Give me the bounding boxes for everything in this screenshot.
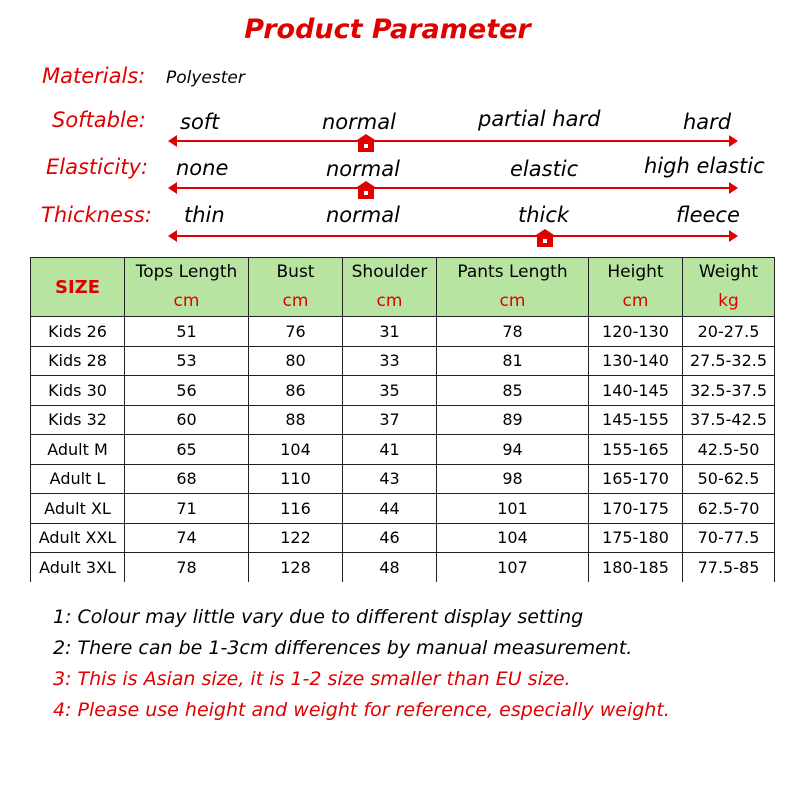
table-cell: 71 xyxy=(125,494,249,524)
column-header-unit: cm xyxy=(499,291,526,311)
table-cell: 33 xyxy=(343,346,437,376)
elasticity-label: Elasticity: xyxy=(46,155,149,179)
table-cell: 44 xyxy=(343,494,437,524)
table-cell-size: Adult M xyxy=(31,435,125,465)
column-header-unit: cm xyxy=(622,291,649,311)
table-cell-size: Kids 30 xyxy=(31,376,125,406)
table-cell: 68 xyxy=(125,464,249,494)
column-header-unit: cm xyxy=(173,291,200,311)
elasticity-option-elastic: elastic xyxy=(510,157,579,181)
table-cell: 180-185 xyxy=(589,553,683,582)
elasticity-option-none: none xyxy=(176,156,229,180)
table-cell: 175-180 xyxy=(589,523,683,553)
table-cell: 35 xyxy=(343,376,437,406)
table-cell: 43 xyxy=(343,464,437,494)
table-cell: 140-145 xyxy=(589,376,683,406)
table-row xyxy=(31,435,775,465)
thickness-option-thin: thin xyxy=(184,203,225,227)
table-cell-size: Kids 28 xyxy=(31,346,125,376)
table-row xyxy=(31,317,775,347)
table-cell: 65 xyxy=(125,435,249,465)
column-header-weight xyxy=(683,258,775,317)
table-cell: 85 xyxy=(437,376,589,406)
table-cell: 89 xyxy=(437,405,589,435)
table-cell-size: Adult L xyxy=(31,464,125,494)
thickness-option-thick: thick xyxy=(518,203,570,227)
column-header-unit: cm xyxy=(282,291,309,311)
table-cell: 101 xyxy=(437,494,589,524)
table-cell: 107 xyxy=(437,553,589,582)
table-cell: 77.5-85 xyxy=(683,553,775,582)
column-header-bust xyxy=(249,258,343,317)
column-header-label: Pants Length xyxy=(457,262,568,282)
table-cell: 32.5-37.5 xyxy=(683,376,775,406)
column-header-size xyxy=(31,258,125,317)
thickness-option-fleece: fleece xyxy=(676,203,740,227)
table-cell: 50-62.5 xyxy=(683,464,775,494)
table-cell: 94 xyxy=(437,435,589,465)
elasticity-option-high-elastic: high elastic xyxy=(644,154,765,178)
table-cell: 60 xyxy=(125,405,249,435)
thickness-option-normal: normal xyxy=(326,203,400,227)
table-row xyxy=(31,346,775,376)
table-cell: 62.5-70 xyxy=(683,494,775,524)
column-header-label: Height xyxy=(607,262,664,282)
table-row xyxy=(31,464,775,494)
table-row xyxy=(31,523,775,553)
table-row xyxy=(31,494,775,524)
materials-label: Materials: xyxy=(42,64,146,88)
table-cell: 70-77.5 xyxy=(683,523,775,553)
elasticity-scale-line xyxy=(170,187,736,189)
table-cell: 51 xyxy=(125,317,249,347)
table-cell: 122 xyxy=(249,523,343,553)
table-row xyxy=(31,553,775,582)
page-title: Product Parameter xyxy=(244,14,531,45)
softable-marker-icon xyxy=(354,141,378,155)
table-cell: 78 xyxy=(437,317,589,347)
table-cell: 37 xyxy=(343,405,437,435)
note-item: 1: Colour may little vary due to different display setting xyxy=(53,606,584,628)
softable-option-hard: hard xyxy=(683,110,732,134)
table-cell: 31 xyxy=(343,317,437,347)
softable-option-normal: normal xyxy=(322,110,396,134)
column-header-label: Weight xyxy=(698,262,759,282)
column-header-label: SIZE xyxy=(54,276,100,298)
materials-value: Polyester xyxy=(166,68,245,88)
table-cell: 98 xyxy=(437,464,589,494)
softable-option-soft: soft xyxy=(180,110,220,134)
table-cell: 110 xyxy=(249,464,343,494)
table-row xyxy=(31,376,775,406)
table-cell: 88 xyxy=(249,405,343,435)
elasticity-option-normal: normal xyxy=(326,157,400,181)
table-cell-size: Adult XXL xyxy=(31,523,125,553)
thickness-label: Thickness: xyxy=(41,203,152,227)
table-cell: 130-140 xyxy=(589,346,683,376)
softable-label: Softable: xyxy=(52,108,146,132)
thickness-scale-line xyxy=(170,235,736,237)
column-header-label: Bust xyxy=(276,262,315,282)
column-header-shoulder xyxy=(343,258,437,317)
table-cell: 116 xyxy=(249,494,343,524)
table-header-row xyxy=(31,258,775,317)
column-header-unit: cm xyxy=(376,291,403,311)
column-header-unit: kg xyxy=(718,291,739,311)
column-header-height xyxy=(589,258,683,317)
table-cell: 56 xyxy=(125,376,249,406)
column-header-tops-length xyxy=(125,258,249,317)
note-item: 2: There can be 1-3cm differences by manual measurement. xyxy=(53,637,633,659)
table-cell: 155-165 xyxy=(589,435,683,465)
table-cell: 145-155 xyxy=(589,405,683,435)
table-cell: 120-130 xyxy=(589,317,683,347)
table-cell: 104 xyxy=(437,523,589,553)
table-cell-size: Kids 26 xyxy=(31,317,125,347)
notes-list xyxy=(53,602,670,726)
table-cell: 80 xyxy=(249,346,343,376)
table-cell: 104 xyxy=(249,435,343,465)
table-cell: 53 xyxy=(125,346,249,376)
elasticity-marker-icon xyxy=(354,188,378,202)
table-cell: 128 xyxy=(249,553,343,582)
table-cell: 86 xyxy=(249,376,343,406)
table-cell-size: Adult 3XL xyxy=(31,553,125,582)
column-header-pants-length xyxy=(437,258,589,317)
thickness-marker-icon xyxy=(533,236,557,250)
softable-scale-line xyxy=(170,140,736,142)
table-cell-size: Kids 32 xyxy=(31,405,125,435)
size-chart-table xyxy=(30,257,775,582)
softable-option-partial-hard: partial hard xyxy=(478,107,601,131)
table-cell-size: Adult XL xyxy=(31,494,125,524)
note-item-warning: 3: This is Asian size, it is 1-2 size smaller than EU size. xyxy=(53,668,571,690)
table-cell: 46 xyxy=(343,523,437,553)
table-cell: 41 xyxy=(343,435,437,465)
table-cell: 42.5-50 xyxy=(683,435,775,465)
table-cell: 170-175 xyxy=(589,494,683,524)
table-cell: 78 xyxy=(125,553,249,582)
table-cell: 165-170 xyxy=(589,464,683,494)
table-row xyxy=(31,405,775,435)
table-cell: 74 xyxy=(125,523,249,553)
table-cell: 48 xyxy=(343,553,437,582)
column-header-label: Tops Length xyxy=(135,262,238,282)
table-cell: 27.5-32.5 xyxy=(683,346,775,376)
table-cell: 81 xyxy=(437,346,589,376)
table-cell: 37.5-42.5 xyxy=(683,405,775,435)
table-cell: 20-27.5 xyxy=(683,317,775,347)
note-item-warning: 4: Please use height and weight for reference, especially weight. xyxy=(53,699,670,721)
table-cell: 76 xyxy=(249,317,343,347)
column-header-label: Shoulder xyxy=(351,262,428,282)
